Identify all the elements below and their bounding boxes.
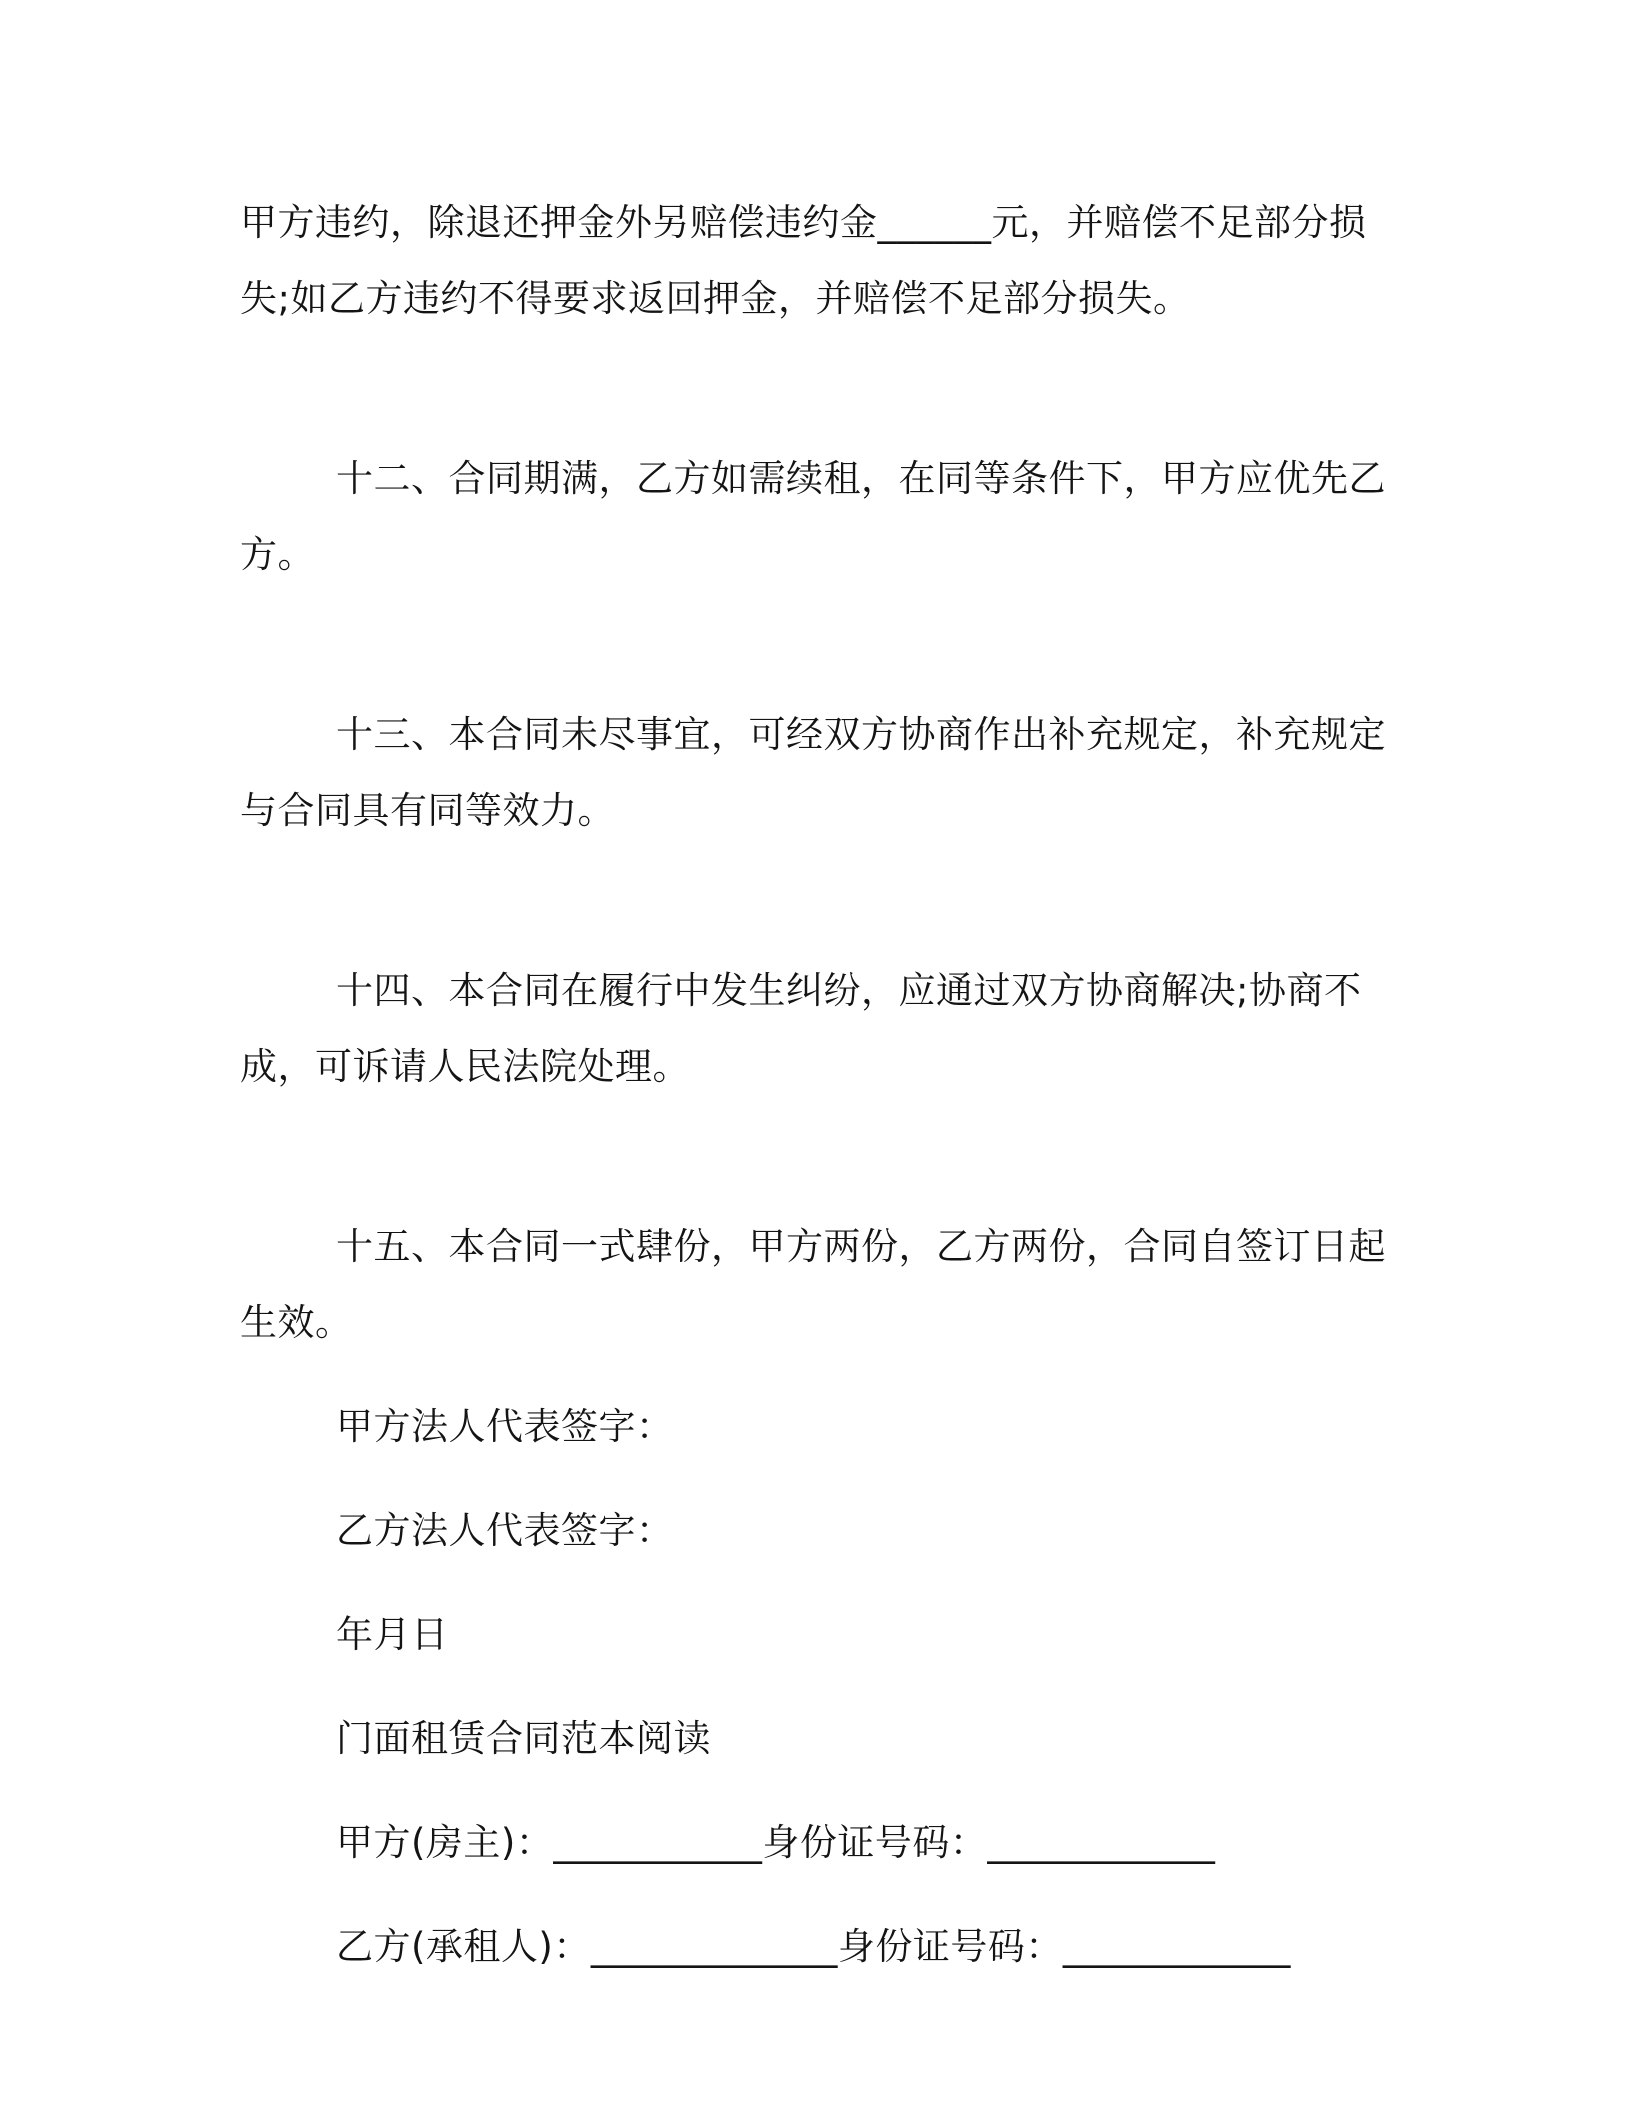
party-b-signature-label: 乙方法人代表签字： [336, 1509, 674, 1552]
paragraph-line: 十四、本合同在履行中发生纠纷，应通过双方协商解决;协商不 [336, 969, 1362, 1012]
clause-13 [240, 697, 1400, 849]
tenant-field-line: 乙方(承租人)：_____________身份证号码：____________ [336, 1925, 1291, 1968]
paragraph-line: 生效。 [240, 1301, 353, 1344]
clause-12 [240, 441, 1400, 593]
paragraph-line: 方。 [240, 533, 315, 576]
paragraph-line: 十三、本合同未尽事宜，可经双方协商作出补充规定，补充规定 [336, 713, 1386, 756]
document-page [240, 185, 1400, 1985]
paragraph-line: 失;如乙方违约不得要求返回押金，并赔偿不足部分损失。 [240, 277, 1191, 320]
paragraph-line: 甲方违约，除退还押金外另赔偿违约金______元，并赔偿不足部分损 [240, 201, 1367, 244]
paragraph-line: 与合同具有同等效力。 [240, 789, 615, 832]
clause-11-tail [240, 185, 1400, 337]
landlord-field-line: 甲方(房主)：___________身份证号码：____________ [336, 1821, 1216, 1864]
party-a-signature-label: 甲方法人代表签字： [336, 1405, 674, 1448]
clause-15 [240, 1209, 1400, 1361]
clause-14 [240, 953, 1400, 1105]
date-label: 年月日 [336, 1613, 449, 1656]
paragraph-line: 十二、合同期满，乙方如需续租，在同等条件下，甲方应优先乙 [336, 457, 1386, 500]
paragraph-line: 十五、本合同一式肆份，甲方两份，乙方两份，合同自签订日起 [336, 1225, 1386, 1268]
paragraph-line: 成，可诉请人民法院处理。 [240, 1045, 690, 1088]
document-title: 门面租赁合同范本阅读 [336, 1717, 711, 1760]
